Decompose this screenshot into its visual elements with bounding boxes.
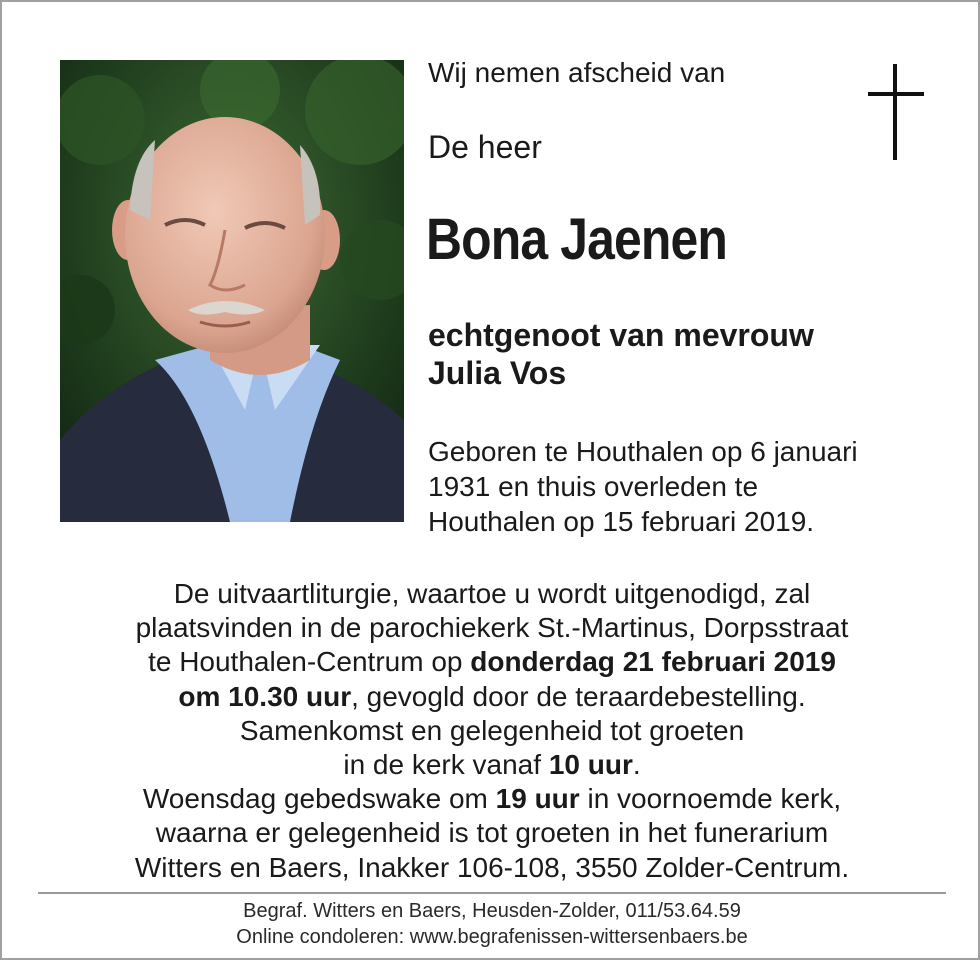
vigil-text: Woensdag gebedswake om <box>142 783 496 815</box>
funeral-line-2: plaatsvinden in de parochiekerk St.-Martinus, Dorpsstraat <box>135 612 849 644</box>
vigil-location: in voornoemde kerk, <box>579 783 842 815</box>
birth-line-1: Geboren te Houthalen op 6 januari <box>428 436 858 467</box>
funeral-date: donderdag 21 februari 2019 <box>470 646 836 678</box>
honorific-title: De heer <box>428 129 542 165</box>
funeral-line-5: Samenkomst en gelegenheid tot groeten <box>239 714 745 746</box>
birth-death-info <box>428 434 858 539</box>
cross-icon <box>868 64 924 160</box>
gathering-period: . <box>632 749 641 781</box>
funeral-place: te Houthalen-Centrum op <box>148 646 471 678</box>
vigil-time: 19 uur <box>495 783 580 815</box>
intro-text: Wij nemen afscheid van <box>428 57 726 88</box>
funeral-time: om 10.30 uur <box>178 680 352 712</box>
divider <box>38 892 946 894</box>
gathering-time: 10 uur <box>548 749 633 781</box>
online-condolence-link[interactable]: Online condoleren: www.begrafenissen-wittersenbaers.be <box>236 926 748 948</box>
funeral-line-6 <box>38 748 946 782</box>
funeral-details <box>38 577 946 885</box>
footer <box>38 898 946 950</box>
funeral-line-8: waarna er gelegenheid is tot groeten in het funerarium <box>155 817 829 849</box>
funeral-line-7 <box>38 782 946 816</box>
funeral-followup: , gevogld door de teraardebestelling. <box>351 680 806 712</box>
portrait-photo <box>60 60 404 522</box>
funeral-line-1: De uitvaartliturgie, waartoe u wordt uitgenodigd, zal <box>173 578 811 609</box>
spouse-line-1: echtgenoot van mevrouw <box>428 317 814 353</box>
funeral-line-3 <box>38 645 946 679</box>
birth-line-3: Houthalen op 15 februari 2019. <box>428 506 815 537</box>
spouse-line-2: Julia Vos <box>428 355 567 391</box>
deceased-name: Bona Jaenen <box>426 207 727 272</box>
birth-line-2: 1931 en thuis overleden te <box>428 471 759 502</box>
funeral-line-4 <box>38 680 946 714</box>
funeral-line-9: Witters en Baers, Inakker 106-108, 3550 Zolder-Centrum. <box>134 851 850 883</box>
gathering-text: in de kerk vanaf <box>343 749 549 781</box>
undertaker-info: Begraf. Witters en Baers, Heusden-Zolder, 011/53.64.59 <box>243 900 741 922</box>
spouse-info <box>428 316 814 392</box>
